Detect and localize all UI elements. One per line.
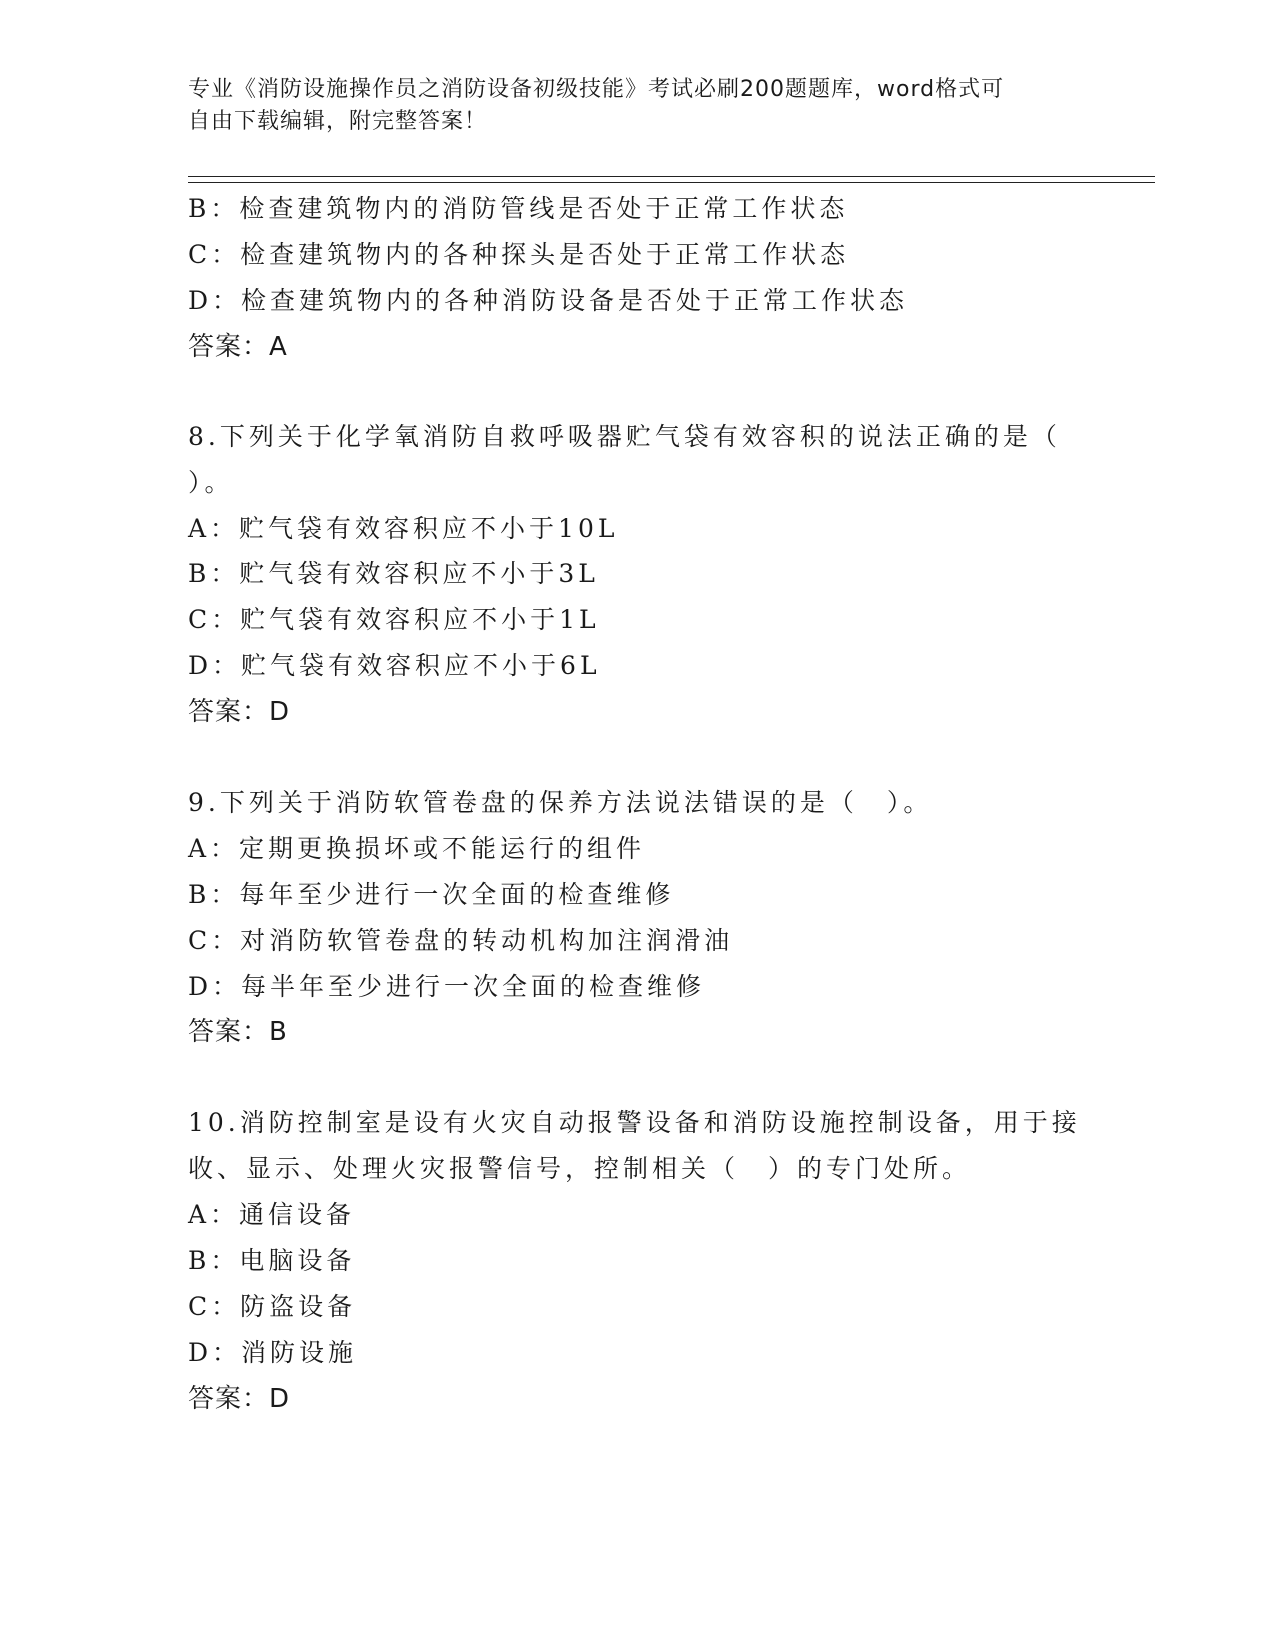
q10-option-c: C：防盗设备 [188, 1292, 357, 1321]
q10-stem-line-1: 10.消防控制室是设有火灾自动报警设备和消防设施控制设备，用于接 [188, 1108, 1081, 1137]
header-divider-bottom [188, 182, 1155, 183]
q7-option-d: D：检查建筑物内的各种消防设备是否处于正常工作状态 [188, 286, 909, 315]
q8-option-a: A：贮气袋有效容积应不小于10L [188, 514, 619, 543]
header-line-1: 专业《消防设施操作员之消防设备初级技能》考试必刷200题题库，word格式可 [188, 77, 1005, 102]
q10-option-b: B：电脑设备 [188, 1246, 356, 1275]
q8-option-d: D：贮气袋有效容积应不小于6L [188, 651, 601, 680]
q7-answer: 答案：A [188, 332, 288, 362]
q7-option-c: C：检查建筑物内的各种探头是否处于正常工作状态 [188, 240, 850, 269]
document-header [188, 74, 1088, 138]
header-line-2: 自由下载编辑，附完整答案！ [188, 109, 488, 134]
q9-answer: 答案：B [188, 1017, 288, 1047]
q10-answer: 答案：D [188, 1384, 291, 1414]
q9-option-a: A：定期更换损坏或不能运行的组件 [188, 834, 646, 863]
q8-option-c: C：贮气袋有效容积应不小于1L [188, 605, 600, 634]
q9-option-d: D：每半年至少进行一次全面的检查维修 [188, 972, 706, 1001]
q9-option-c: C：对消防软管卷盘的转动机构加注润滑油 [188, 926, 734, 955]
q8-stem-line-2: ）。 [188, 468, 234, 497]
q8-stem-line-1: 8.下列关于化学氧消防自救呼吸器贮气袋有效容积的说法正确的是（ [188, 422, 1061, 451]
q10-option-d: D：消防设施 [188, 1338, 358, 1367]
q9-stem-line-1: 9.下列关于消防软管卷盘的保养方法说法错误的是（ ）。 [188, 788, 933, 817]
q10-stem-line-2: 收、显示、处理火灾报警信号，控制相关（ ）的专门处所。 [188, 1154, 972, 1183]
q8-answer: 答案：D [188, 697, 291, 727]
q7-option-b: B：检查建筑物内的消防管线是否处于正常工作状态 [188, 194, 849, 223]
q9-option-b: B：每年至少进行一次全面的检查维修 [188, 880, 675, 909]
header-divider-top [188, 176, 1155, 177]
q10-option-a: A：通信设备 [188, 1200, 356, 1229]
q8-option-b: B：贮气袋有效容积应不小于3L [188, 559, 599, 588]
